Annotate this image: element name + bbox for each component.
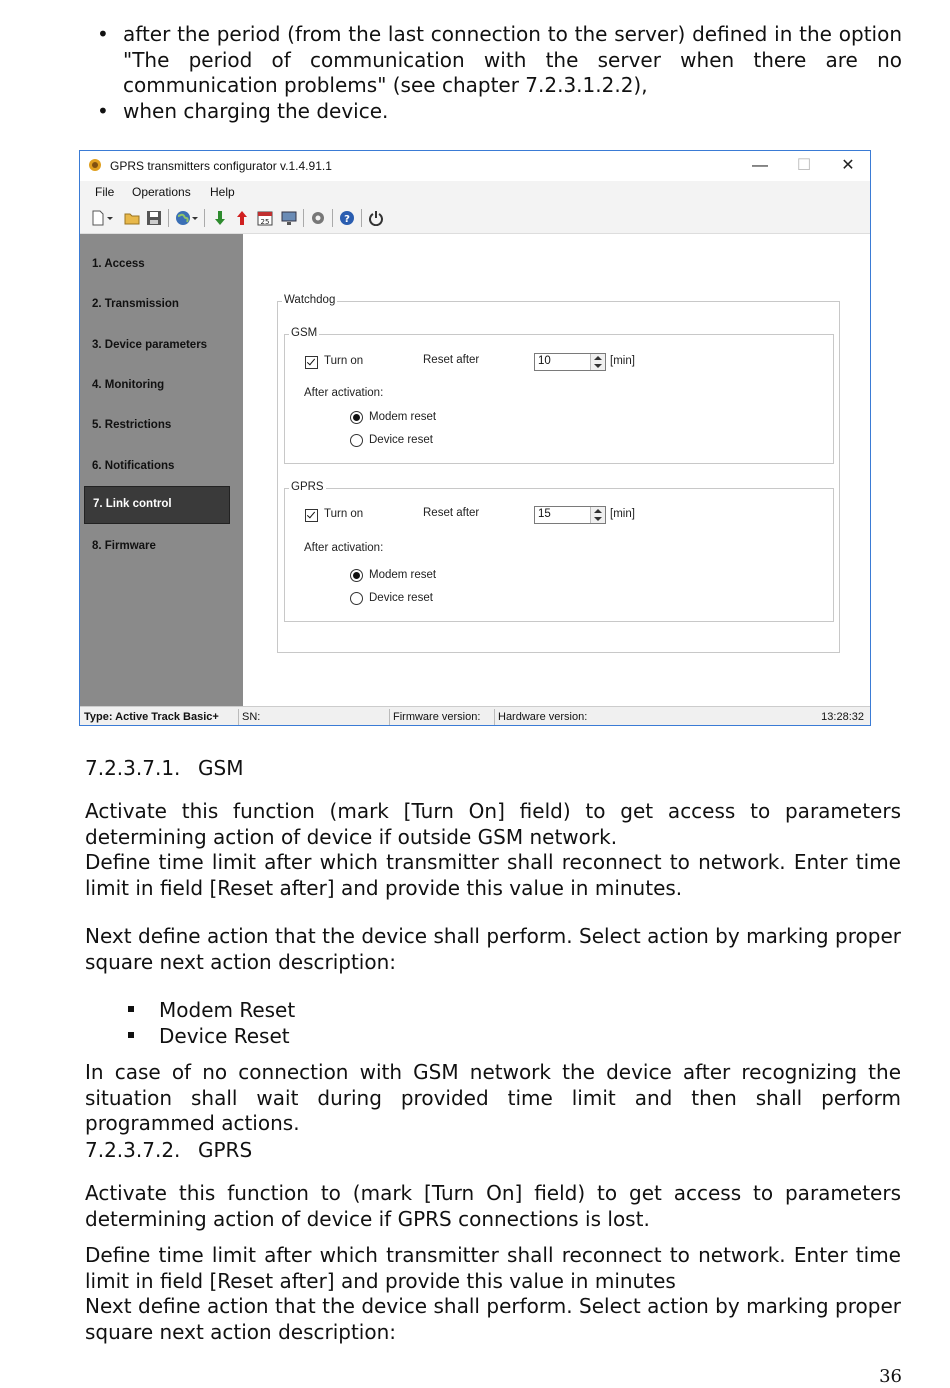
status-divider — [389, 709, 390, 726]
toolbar-divider — [361, 209, 362, 227]
help-icon[interactable] — [339, 210, 355, 226]
paragraph: Next define action that the device shall perform. Select action by marking proper square next action description: — [85, 924, 901, 974]
sidebar-item-firmware[interactable]: 8. Firmware — [92, 540, 156, 552]
gsm-group — [284, 327, 834, 464]
menu-bar — [80, 181, 870, 203]
main-panel — [243, 234, 870, 706]
globe-icon[interactable] — [175, 210, 191, 226]
paragraph: In case of no connection with GSM network the device after recognizing the situation shall wait during provided time limit and then shall perform programmed actions. — [85, 1060, 901, 1135]
gsm-reset-after-label: Reset after — [423, 354, 480, 366]
gsm-modem-reset-radio[interactable] — [350, 411, 363, 424]
configurator-window — [79, 150, 871, 726]
paragraph: Define time limit after which transmitter shall reconnect to network. Enter time limit in field [Reset after] and provide this value in minutes — [85, 1243, 901, 1293]
status-firmware: Firmware version: — [393, 711, 481, 723]
menu-file[interactable]: File — [95, 185, 115, 199]
sidebar-item-link-control[interactable]: 7. Link control — [84, 486, 230, 524]
calendar-icon[interactable] — [257, 210, 273, 226]
paragraph: Activate this function (mark [Turn On] field) to get access to parameters determining action of device if outside GSM network. — [85, 799, 901, 849]
gprs-turn-on-label: Turn on — [324, 508, 364, 520]
chevron-down-icon[interactable] — [106, 210, 114, 226]
spinner-arrows-icon[interactable] — [590, 354, 605, 370]
toolbar — [80, 203, 870, 234]
title-bar — [80, 151, 870, 181]
gsm-unit-label: [min] — [610, 355, 635, 367]
gprs-reset-after-stepper[interactable] — [534, 506, 606, 524]
gsm-options-list — [128, 997, 295, 1049]
intro-bullet-list — [97, 22, 902, 124]
gsm-turn-on-label: Turn on — [324, 355, 364, 367]
svg-text:?: ? — [344, 214, 350, 225]
section-number: 7.2.3.7.2. — [85, 1138, 181, 1162]
gprs-label: GPRS — [291, 481, 324, 493]
status-time: 13:28:32 — [821, 711, 864, 723]
chevron-down-icon[interactable] — [191, 210, 199, 226]
gprs-unit-label: [min] — [610, 508, 635, 520]
gprs-reset-after-label: Reset after — [423, 507, 480, 519]
toolbar-divider — [168, 209, 169, 227]
gsm-turn-on-checkbox[interactable] — [305, 356, 318, 369]
paragraph: Activate this function to (mark [Turn On] field) to get access to parameters determining action of device if GPRS connections is lost. — [85, 1181, 901, 1231]
list-item: Modem Reset — [128, 997, 295, 1023]
watchdog-label: Watchdog — [284, 294, 336, 306]
gear-icon[interactable] — [310, 210, 326, 226]
svg-text:25: 25 — [260, 218, 270, 226]
sidebar-item-transmission[interactable]: 2. Transmission — [92, 298, 179, 310]
gprs-reset-after-value[interactable]: 15 — [538, 508, 551, 520]
gprs-modem-reset-label: Modem reset — [369, 569, 437, 581]
menu-operations[interactable]: Operations — [132, 185, 191, 199]
sidebar-item-restrictions[interactable]: 5. Restrictions — [92, 419, 172, 431]
gprs-paragraph-1 — [85, 1181, 901, 1232]
paragraph: Next define action that the device shall perform. Select action by marking proper square next action description: — [85, 1294, 901, 1344]
app-icon — [88, 158, 102, 172]
sidebar-item-monitoring[interactable]: 4. Monitoring — [92, 379, 165, 391]
gsm-reset-after-stepper[interactable] — [534, 353, 606, 371]
gsm-device-reset-radio[interactable] — [350, 434, 363, 447]
section-heading-gsm — [85, 756, 243, 780]
list-item: Device Reset — [128, 1023, 295, 1049]
section-heading-gprs — [85, 1138, 252, 1162]
download-arrow-icon[interactable] — [212, 210, 228, 226]
maximize-button[interactable]: ☐ — [796, 157, 812, 174]
gprs-paragraph-2 — [85, 1243, 901, 1345]
list-item: • after the period (from the last connection to the server) defined in the option "The period of communication with the server when there are no communication problems" (see chapter 7.2.3.1.2.2), — [97, 22, 902, 97]
gprs-after-activation-label: After activation: — [304, 542, 384, 554]
gprs-device-reset-label: Device reset — [369, 592, 433, 604]
page-number: 36 — [879, 1366, 902, 1387]
toolbar-divider — [303, 209, 304, 227]
power-icon[interactable] — [368, 210, 384, 226]
gprs-turn-on-checkbox[interactable] — [305, 509, 318, 522]
status-hardware: Hardware version: — [498, 711, 588, 723]
menu-help[interactable]: Help — [210, 185, 235, 199]
toolbar-divider — [332, 209, 333, 227]
gsm-modem-reset-label: Modem reset — [369, 411, 437, 423]
toolbar-divider — [204, 209, 205, 227]
sidebar-item-notifications[interactable]: 6. Notifications — [92, 460, 175, 472]
new-file-icon[interactable] — [90, 210, 106, 226]
section-title: GPRS — [198, 1138, 253, 1162]
status-bar — [80, 706, 870, 726]
status-type: Type: Active Track Basic+ — [84, 711, 219, 723]
gprs-modem-reset-radio[interactable] — [350, 569, 363, 582]
window-title: GPRS transmitters configurator v.1.4.91.1 — [110, 159, 332, 173]
section-title: GSM — [198, 756, 244, 780]
gsm-paragraph-final — [85, 1060, 901, 1137]
close-button[interactable]: ✕ — [841, 157, 855, 174]
watchdog-group — [277, 294, 840, 653]
gprs-group — [284, 481, 834, 622]
sidebar-item-access[interactable]: 1. Access — [92, 258, 145, 270]
gprs-device-reset-radio[interactable] — [350, 592, 363, 605]
gsm-reset-after-value[interactable]: 10 — [538, 355, 551, 367]
status-sn: SN: — [242, 711, 261, 723]
gsm-label: GSM — [291, 327, 318, 339]
sidebar-item-device-parameters[interactable]: 3. Device parameters — [92, 339, 208, 351]
paragraph: Define time limit after which transmitter shall reconnect to network. Enter time limit in field [Reset after] and provide this value in minutes. — [85, 850, 901, 900]
minimize-button[interactable]: — — [752, 157, 768, 174]
status-divider — [238, 709, 239, 726]
spinner-arrows-icon[interactable] — [590, 507, 605, 523]
gsm-paragraph-next — [85, 924, 901, 975]
gsm-paragraph-block — [85, 799, 901, 901]
monitor-icon[interactable] — [281, 210, 297, 226]
folder-icon[interactable] — [124, 210, 140, 226]
gsm-device-reset-label: Device reset — [369, 434, 433, 446]
status-divider — [494, 709, 495, 726]
list-item: • when charging the device. — [97, 98, 389, 123]
upload-arrow-icon[interactable] — [234, 210, 250, 226]
save-icon[interactable] — [146, 210, 162, 226]
gsm-after-activation-label: After activation: — [304, 387, 384, 399]
sidebar — [80, 234, 243, 706]
section-number: 7.2.3.7.1. — [85, 756, 181, 780]
